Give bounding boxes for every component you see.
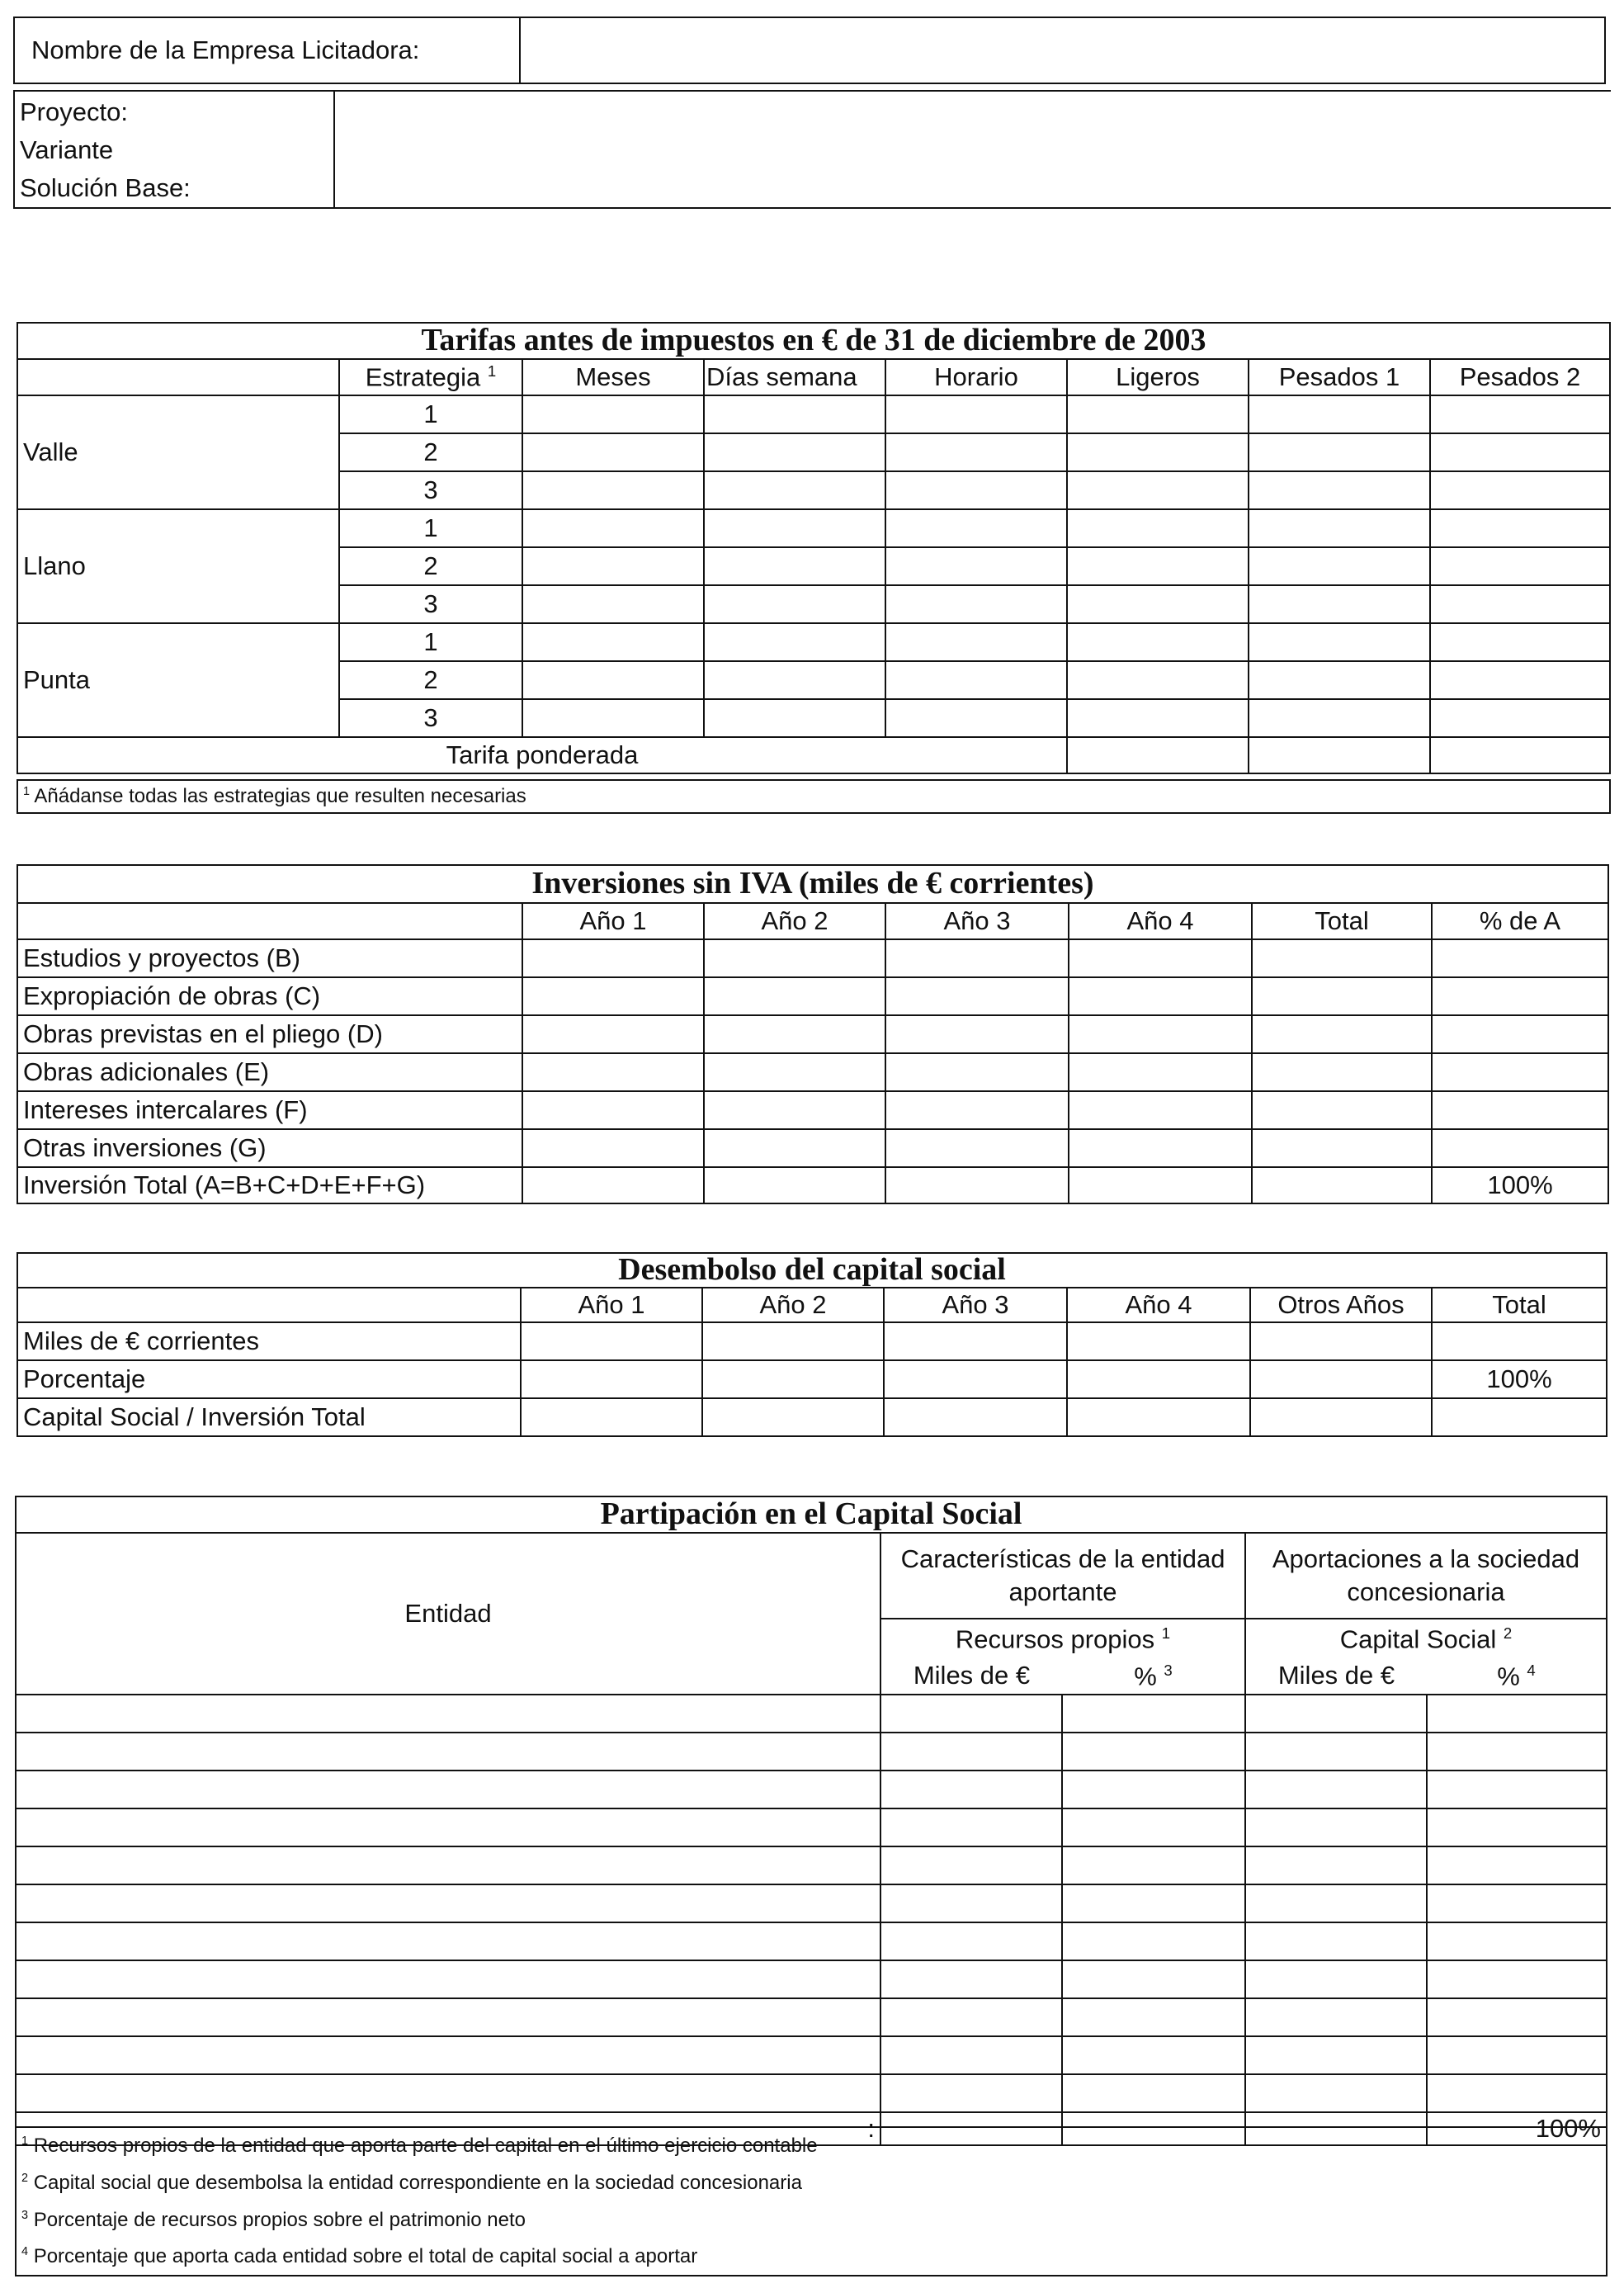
col-pesados-2: Pesados 2 xyxy=(1430,359,1610,395)
col-ano-4: Año 4 xyxy=(1069,903,1252,939)
col-pct-a: % de A xyxy=(1432,903,1608,939)
cell[interactable] xyxy=(880,1998,1062,2036)
strategy-number: 3 xyxy=(339,585,522,623)
cell[interactable] xyxy=(1430,509,1610,547)
cell[interactable] xyxy=(1427,1695,1607,1733)
cell[interactable] xyxy=(1069,1015,1252,1053)
group-punta: Punta xyxy=(17,623,339,737)
entity-header: Entidad xyxy=(16,1533,880,1695)
cell[interactable] xyxy=(522,939,704,977)
cell[interactable] xyxy=(1432,1398,1607,1436)
strategy-number: 1 xyxy=(339,623,522,661)
cell[interactable] xyxy=(1245,1808,1427,1846)
col-ano-3: Año 3 xyxy=(885,903,1069,939)
strategy-number: 1 xyxy=(339,509,522,547)
cell[interactable] xyxy=(522,661,704,699)
cell[interactable] xyxy=(1432,1015,1608,1053)
company-field[interactable] xyxy=(520,17,1605,83)
col-pct-1: % $^3$ xyxy=(1062,1658,1245,1695)
cell[interactable] xyxy=(1249,585,1430,623)
row-label: Capital Social / Inversión Total xyxy=(17,1398,521,1436)
cell[interactable] xyxy=(522,509,704,547)
cell[interactable] xyxy=(522,977,704,1015)
cell[interactable] xyxy=(1427,2036,1607,2074)
cell[interactable] xyxy=(522,1015,704,1053)
col-ano-3: Año 3 xyxy=(884,1288,1067,1322)
cell[interactable] xyxy=(1250,1398,1432,1436)
cell[interactable] xyxy=(1252,1167,1432,1203)
tarifas-note: $^1$ Añádanse todas las estrategias que resulten necesarias xyxy=(17,780,1610,813)
cell[interactable] xyxy=(1430,395,1610,433)
col-ano-1: Año 1 xyxy=(521,1288,702,1322)
strategy-number: 2 xyxy=(339,433,522,471)
col-meses: Meses xyxy=(522,359,704,395)
col-total: Total xyxy=(1252,903,1432,939)
cell[interactable] xyxy=(1430,699,1610,737)
cell[interactable] xyxy=(1252,977,1432,1015)
cell[interactable] xyxy=(880,1695,1062,1733)
cell[interactable] xyxy=(885,623,1067,661)
cell[interactable] xyxy=(885,1167,1069,1203)
cell[interactable] xyxy=(885,471,1067,509)
cell[interactable] xyxy=(702,1322,884,1360)
row-label: Miles de € corrientes xyxy=(17,1322,521,1360)
cell[interactable] xyxy=(1427,1846,1607,1884)
entity-row[interactable] xyxy=(16,1733,880,1771)
cell[interactable] xyxy=(704,1091,885,1129)
cell[interactable] xyxy=(1430,433,1610,471)
strategy-number: 3 xyxy=(339,699,522,737)
cell[interactable] xyxy=(885,1015,1069,1053)
cell[interactable] xyxy=(1067,433,1249,471)
cell[interactable] xyxy=(522,395,704,433)
cell[interactable] xyxy=(522,1167,704,1203)
weighted-tariff-label: Tarifa ponderada xyxy=(17,737,1067,773)
note-3: $^3$ Porcentaje de recursos propios sobre el patrimonio neto xyxy=(16,2201,1607,2239)
tarifas-title: Tarifas antes de impuestos en € de 31 de diciembre de 2003 xyxy=(17,323,1610,359)
cell[interactable] xyxy=(1430,737,1610,773)
row-label: Expropiación de obras (C) xyxy=(17,977,522,1015)
strategy-number: 2 xyxy=(339,547,522,585)
entity-row[interactable] xyxy=(16,1808,880,1846)
cell[interactable] xyxy=(1252,1015,1432,1053)
entity-row[interactable] xyxy=(16,1771,880,1808)
cell[interactable] xyxy=(1430,471,1610,509)
cell[interactable] xyxy=(1249,547,1430,585)
entity-row[interactable] xyxy=(16,1998,880,2036)
cell[interactable] xyxy=(1432,1091,1608,1129)
col-horario: Horario xyxy=(885,359,1067,395)
cell[interactable] xyxy=(880,2036,1062,2074)
cell[interactable] xyxy=(1430,585,1610,623)
note-2: $^2$ Capital social que desembolsa la entidad correspondiente en la sociedad concesionaria xyxy=(16,2164,1607,2201)
cell[interactable] xyxy=(885,509,1067,547)
company-label: Nombre de la Empresa Licitadora: xyxy=(14,17,520,83)
participacion-table xyxy=(15,1496,1607,2146)
entity-row[interactable] xyxy=(16,1884,880,1922)
participacion-title: Partipación en el Capital Social xyxy=(16,1496,1607,1533)
cell[interactable] xyxy=(1062,1733,1245,1771)
cell[interactable] xyxy=(1249,737,1430,773)
base-solution-label: Solución Base: xyxy=(20,173,191,202)
desembolso-title: Desembolso del capital social xyxy=(17,1253,1607,1288)
cell[interactable] xyxy=(885,1053,1069,1091)
cell[interactable] xyxy=(704,939,885,977)
cell[interactable] xyxy=(1067,547,1249,585)
project-labels xyxy=(14,91,334,208)
inversiones-corner xyxy=(17,903,522,939)
cell[interactable] xyxy=(1062,1884,1245,1922)
entity-row[interactable] xyxy=(16,1922,880,1960)
cell[interactable] xyxy=(522,623,704,661)
cell[interactable] xyxy=(880,1846,1062,1884)
cell[interactable] xyxy=(885,977,1069,1015)
cell[interactable] xyxy=(1067,395,1249,433)
row-label: Porcentaje xyxy=(17,1360,521,1398)
sub-recursos-propios: Recursos propios $^1$ xyxy=(880,1619,1245,1658)
row-label: Intereses intercalares (F) xyxy=(17,1091,522,1129)
cell[interactable] xyxy=(1252,1129,1432,1167)
cell[interactable] xyxy=(1062,2036,1245,2074)
cell[interactable] xyxy=(1069,1129,1252,1167)
cell[interactable] xyxy=(1427,2074,1607,2112)
cell[interactable] xyxy=(884,1398,1067,1436)
cell[interactable] xyxy=(1249,623,1430,661)
project-label: Proyecto: xyxy=(20,97,128,126)
cell[interactable] xyxy=(1430,623,1610,661)
cell[interactable] xyxy=(1062,1922,1245,1960)
desembolso-table xyxy=(17,1252,1607,1437)
entity-row[interactable] xyxy=(16,1960,880,1998)
cell[interactable] xyxy=(1067,661,1249,699)
cell[interactable] xyxy=(1062,1960,1245,1998)
row-label: Obras previstas en el pliego (D) xyxy=(17,1015,522,1053)
cell[interactable] xyxy=(1249,661,1430,699)
cell[interactable] xyxy=(522,471,704,509)
cell[interactable] xyxy=(1245,1922,1427,1960)
cell[interactable] xyxy=(1069,977,1252,1015)
cell[interactable] xyxy=(1067,737,1249,773)
note-4: $^4$ Porcentaje que aporta cada entidad sobre el total de capital social a aportar xyxy=(16,2239,1607,2276)
cell[interactable] xyxy=(1245,1695,1427,1733)
col-pesados-1: Pesados 1 xyxy=(1249,359,1430,395)
col-pct-2: % $^4$ xyxy=(1427,1658,1607,1695)
cell[interactable] xyxy=(1069,939,1252,977)
cell[interactable] xyxy=(884,1360,1067,1398)
project-table xyxy=(13,90,1611,209)
cell[interactable] xyxy=(885,395,1067,433)
cell[interactable] xyxy=(1069,1091,1252,1129)
col-ano-2: Año 2 xyxy=(702,1288,884,1322)
company-table xyxy=(13,17,1606,84)
cell[interactable] xyxy=(1427,1998,1607,2036)
desembolso-corner xyxy=(17,1288,521,1322)
cell[interactable] xyxy=(1252,939,1432,977)
cell[interactable] xyxy=(1067,623,1249,661)
col-estrategia: Estrategia $^1$ xyxy=(339,359,522,395)
cell[interactable] xyxy=(1067,1398,1250,1436)
cell[interactable] xyxy=(885,433,1067,471)
col-miles-1: Miles de € xyxy=(880,1658,1062,1695)
group-characteristics: Características de la entidad aportante xyxy=(880,1533,1245,1619)
cell[interactable] xyxy=(1432,1129,1608,1167)
participacion-notes xyxy=(15,2126,1607,2276)
cell[interactable] xyxy=(704,661,885,699)
cell[interactable] xyxy=(1430,661,1610,699)
row-label: Estudios y proyectos (B) xyxy=(17,939,522,977)
cell[interactable] xyxy=(521,1398,702,1436)
inversiones-title: Inversiones sin IVA (miles de € corrientes) xyxy=(17,865,1608,903)
cell[interactable] xyxy=(1067,471,1249,509)
cell[interactable] xyxy=(704,509,885,547)
cell[interactable] xyxy=(1249,471,1430,509)
cell[interactable] xyxy=(521,1360,702,1398)
col-miles-2: Miles de € xyxy=(1245,1658,1427,1695)
cell[interactable] xyxy=(1432,1053,1608,1091)
row-label-total: Inversión Total (A=B+C+D+E+F+G) xyxy=(17,1167,522,1203)
cell[interactable] xyxy=(1245,2036,1427,2074)
entity-row[interactable] xyxy=(16,2036,880,2074)
cell[interactable] xyxy=(880,2074,1062,2112)
cell[interactable] xyxy=(880,1733,1062,1771)
cell[interactable] xyxy=(1245,2074,1427,2112)
cell[interactable] xyxy=(704,1053,885,1091)
total-pct-value: 100% xyxy=(1427,2112,1607,2145)
cell[interactable] xyxy=(1432,977,1608,1015)
cell[interactable] xyxy=(1250,1322,1432,1360)
cell[interactable] xyxy=(522,699,704,737)
cell[interactable] xyxy=(1245,1846,1427,1884)
cell[interactable] xyxy=(885,699,1067,737)
cell[interactable] xyxy=(1427,1922,1607,1960)
cell[interactable] xyxy=(1067,509,1249,547)
cell[interactable] xyxy=(522,1091,704,1129)
col-ligeros: Ligeros xyxy=(1067,359,1249,395)
cell[interactable] xyxy=(1245,1998,1427,2036)
cell[interactable] xyxy=(704,1015,885,1053)
cell[interactable] xyxy=(1427,1884,1607,1922)
cell[interactable] xyxy=(880,1960,1062,1998)
cell[interactable] xyxy=(1432,939,1608,977)
cell[interactable] xyxy=(885,1091,1069,1129)
cell[interactable] xyxy=(1252,1053,1432,1091)
cell[interactable] xyxy=(1430,547,1610,585)
cell[interactable] xyxy=(885,939,1069,977)
col-ano-1: Año 1 xyxy=(522,903,704,939)
strategy-number: 3 xyxy=(339,471,522,509)
cell[interactable] xyxy=(1245,1884,1427,1922)
row-label: Otras inversiones (G) xyxy=(17,1129,522,1167)
cell[interactable] xyxy=(704,395,885,433)
cell[interactable] xyxy=(1249,395,1430,433)
cell[interactable] xyxy=(522,1053,704,1091)
cell[interactable] xyxy=(1062,1808,1245,1846)
sub-capital-social: Capital Social $^2$ xyxy=(1245,1619,1607,1658)
cell[interactable] xyxy=(1249,699,1430,737)
cell[interactable] xyxy=(1245,1771,1427,1808)
cell[interactable] xyxy=(1062,2074,1245,2112)
cell[interactable] xyxy=(521,1322,702,1360)
cell[interactable] xyxy=(880,1771,1062,1808)
cell[interactable] xyxy=(885,1129,1069,1167)
entity-row[interactable] xyxy=(16,2074,880,2112)
cell[interactable] xyxy=(704,585,885,623)
strategy-number: 2 xyxy=(339,661,522,699)
total-pct-value: 100% xyxy=(1432,1360,1607,1398)
cell[interactable] xyxy=(704,433,885,471)
cell[interactable] xyxy=(1062,1695,1245,1733)
cell[interactable] xyxy=(885,585,1067,623)
col-ano-4: Año 4 xyxy=(1067,1288,1250,1322)
cell[interactable] xyxy=(1249,433,1430,471)
group-contributions: Aportaciones a la sociedad concesionaria xyxy=(1245,1533,1607,1619)
cell[interactable] xyxy=(1427,1960,1607,1998)
cell[interactable] xyxy=(704,547,885,585)
row-label: Obras adicionales (E) xyxy=(17,1053,522,1091)
cell[interactable] xyxy=(1062,1771,1245,1808)
cell[interactable] xyxy=(1067,699,1249,737)
entity-row[interactable] xyxy=(16,1846,880,1884)
cell[interactable] xyxy=(880,1922,1062,1960)
cell[interactable] xyxy=(1249,509,1430,547)
note-1: $^1$ Recursos propios de la entidad que aporta parte del capital en el último ejercicio contable xyxy=(16,2127,1607,2164)
cell[interactable] xyxy=(1252,1091,1432,1129)
total-pct-value: 100% xyxy=(1432,1167,1608,1203)
cell[interactable] xyxy=(522,547,704,585)
cell[interactable] xyxy=(1432,1322,1607,1360)
col-ano-2: Año 2 xyxy=(704,903,885,939)
cell[interactable] xyxy=(1427,1733,1607,1771)
cell[interactable] xyxy=(704,1129,885,1167)
cell[interactable] xyxy=(1069,1053,1252,1091)
group-llano: Llano xyxy=(17,509,339,623)
cell[interactable] xyxy=(1245,1960,1427,1998)
cell[interactable] xyxy=(704,623,885,661)
tarifas-corner xyxy=(17,359,339,395)
cell[interactable] xyxy=(1067,1360,1250,1398)
cell[interactable] xyxy=(704,699,885,737)
entity-row[interactable] xyxy=(16,1695,880,1733)
group-valle: Valle xyxy=(17,395,339,509)
cell[interactable] xyxy=(885,547,1067,585)
cell[interactable] xyxy=(1062,1846,1245,1884)
variant-label: Variante xyxy=(20,135,114,164)
cell[interactable] xyxy=(1067,585,1249,623)
cell[interactable] xyxy=(1245,1733,1427,1771)
cell[interactable] xyxy=(702,1398,884,1436)
total-row-label: : xyxy=(16,2112,880,2145)
cell[interactable] xyxy=(1427,1808,1607,1846)
cell[interactable] xyxy=(1427,1771,1607,1808)
strategy-number: 1 xyxy=(339,395,522,433)
col-otros-anos: Otros Años xyxy=(1250,1288,1432,1322)
cell[interactable] xyxy=(522,1129,704,1167)
cell[interactable] xyxy=(880,1808,1062,1846)
cell[interactable] xyxy=(880,1884,1062,1922)
cell[interactable] xyxy=(884,1322,1067,1360)
inversiones-table xyxy=(17,864,1609,1204)
cell[interactable] xyxy=(1250,1360,1432,1398)
cell[interactable] xyxy=(1069,1167,1252,1203)
cell[interactable] xyxy=(702,1360,884,1398)
cell[interactable] xyxy=(704,471,885,509)
cell[interactable] xyxy=(885,661,1067,699)
cell[interactable] xyxy=(704,1167,885,1203)
col-dias-semana: Días semana xyxy=(704,359,885,395)
tarifas-table xyxy=(17,322,1611,814)
cell[interactable] xyxy=(1067,1322,1250,1360)
cell[interactable] xyxy=(522,433,704,471)
cell[interactable] xyxy=(1062,1998,1245,2036)
cell[interactable] xyxy=(704,977,885,1015)
cell[interactable] xyxy=(522,585,704,623)
col-total: Total xyxy=(1432,1288,1607,1322)
project-field[interactable] xyxy=(334,91,1611,208)
